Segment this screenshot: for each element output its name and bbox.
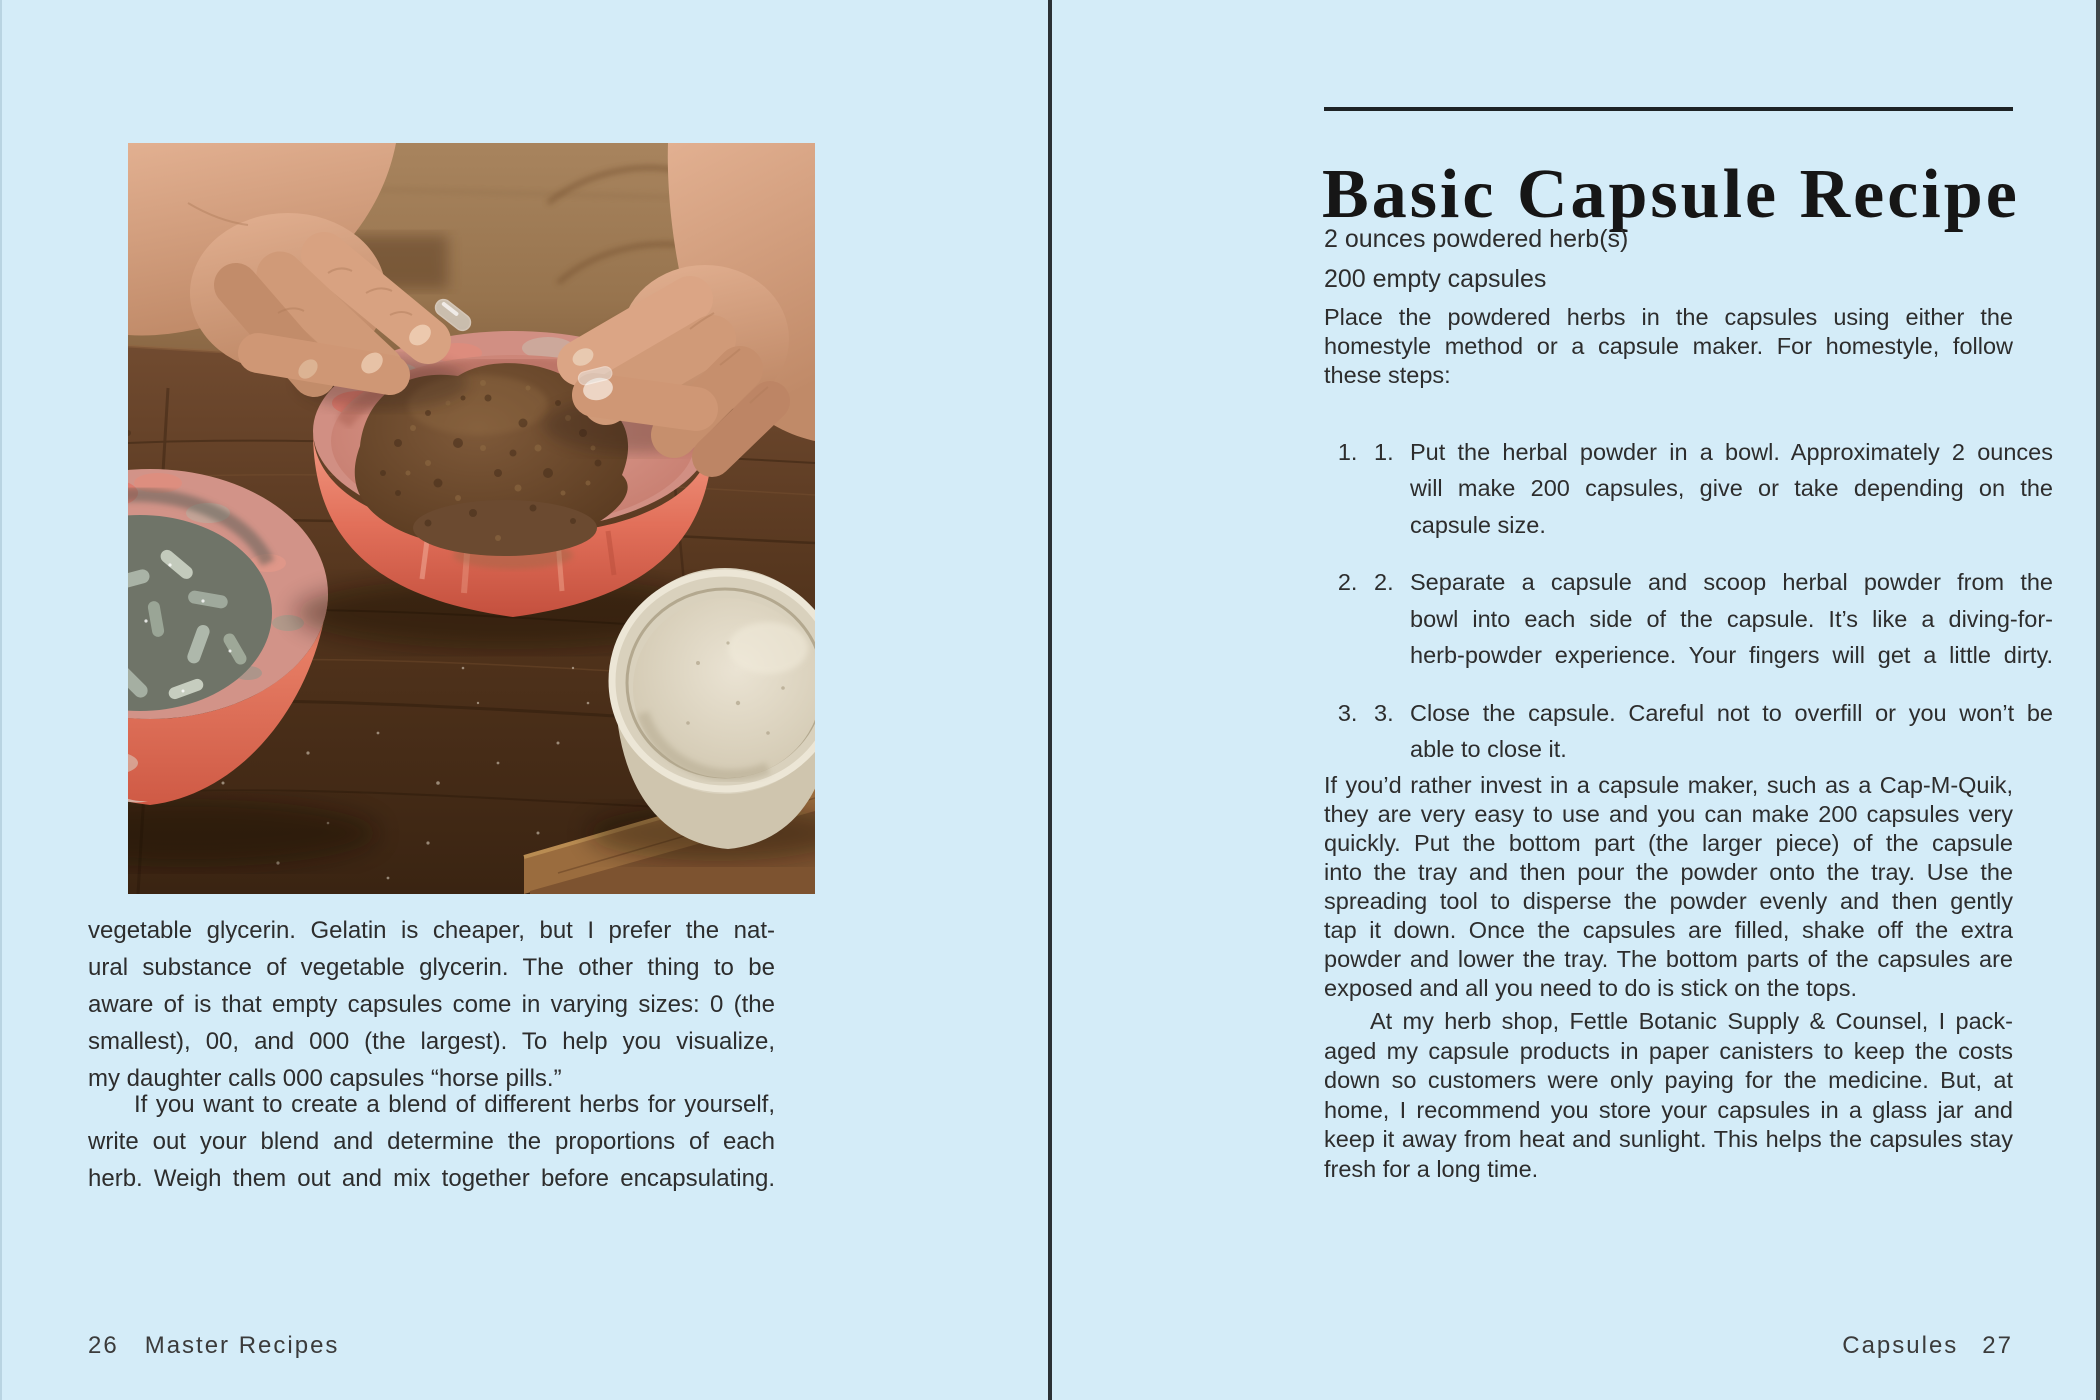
text-line: able to close it. [1410,736,1567,762]
text-line: vegetable glycerin. Gelatin is cheaper, but I prefer the nat- [88,917,775,944]
step-number: 3. 3. [1374,699,1394,726]
text-line: tap it down. Once the capsules are filled, shake off the extra [1324,917,2013,943]
text-line: quickly. Put the bottom part (the larger piece) of the capsule [1324,830,2013,856]
ingredient-line: 200 empty capsules [1324,265,1547,293]
text-line: fresh for a long time. [1324,1155,1539,1182]
text-line: Separate a capsule and scoop herbal powder from the [1410,569,2053,595]
ingredient-list [1324,219,2013,299]
text-line: If you’d rather invest in a capsule maker, such as a Cap-M-Quik, [1324,772,2013,798]
step-number: 2. 2. [1374,569,1394,595]
capsule-photo-illustration [128,143,815,894]
page-left-edge [0,0,2,1400]
text-line: ural substance of vegetable glycerin. The other thing to be [88,954,775,981]
page-number-right: 27 [1982,1332,2013,1359]
page-gutter-divider [1048,0,1052,1400]
ingredient-line: 2 ounces powdered herb(s) [1324,225,1629,253]
text-line: into the tray and then pour the powder onto the tray. Use the [1324,859,2013,885]
right-paragraph-2 [1324,771,2013,1003]
step-text [1410,564,2053,674]
text-line: At my herb shop, Fettle Botanic Supply & Counsel, I pack- [1370,1008,2013,1034]
text-line: bowl into each side of the capsule. It’s like a diving-for- [1410,605,2053,632]
right-paragraph-3 [1324,1007,2013,1184]
text-line: down so customers were only paying for the medicine. But, at [1324,1067,2013,1093]
text-line: If you want to create a blend of different herbs for yourself, [134,1091,775,1118]
step-item-1 [1364,434,2053,544]
step-item-2 [1364,564,2053,674]
text-line: herb. Weigh them out and mix together before encapsulating. [88,1165,775,1192]
text-line: they are very easy to use and you can make 200 capsules very [1324,801,2013,827]
page-number-left: 26 [88,1332,119,1359]
text-line: will make 200 capsules, give or take depending on the [1410,475,2053,501]
page-right-edge [2096,0,2100,1400]
step-number: 1. 1. [1374,438,1394,465]
text-line: aged my capsule products in paper canisters to keep the costs [1324,1037,2013,1064]
text-line: spreading tool to disperse the powder evenly and then gently [1324,888,2013,914]
text-line: Put the herbal powder in a bowl. Approximately 2 ounces [1410,438,2053,465]
text-line: my daughter calls 000 capsules “horse pills.” [88,1065,562,1092]
step-item-3 [1364,695,2053,768]
left-page-footer [88,1332,339,1360]
text-line: Close the capsule. Careful not to overfill or you won’t be [1410,699,2053,726]
text-line: powder and lower the tray. The bottom parts of the capsules are [1324,946,2013,972]
left-paragraph-2 [88,1086,775,1197]
text-line: exposed and all you need to do is stick on the tops. [1324,975,1858,1001]
text-line: Place the powdered herbs in the capsules using either the [1324,304,2013,330]
step-text [1410,434,2053,544]
intro-paragraph [1324,303,2013,390]
instruction-steps [1324,434,2053,768]
heading-rule [1324,107,2013,111]
text-line: capsule size. [1410,511,1546,538]
step-text [1410,695,2053,768]
section-label-left: Master Recipes [144,1332,340,1359]
text-line: smallest), 00, and 000 (the largest). To help you visualize, [88,1028,775,1055]
capsule-photo [128,143,815,894]
text-line: write out your blend and determine the proportions of each [88,1128,775,1155]
recipe-title: Basic Capsule Recipe [1322,155,2020,233]
left-paragraph-1 [88,912,775,1097]
section-label-right: Capsules [1842,1332,1959,1359]
text-line: these steps: [1324,362,1451,388]
text-line: keep it away from heat and sunlight. This helps the capsules stay [1324,1126,2013,1152]
text-line: home, I recommend you store your capsules in a glass jar and [1324,1096,2013,1123]
text-line: herb-powder experience. Your fingers will get a little dirty. [1410,642,2053,668]
text-line: aware of is that empty capsules come in varying sizes: 0 (the [88,991,775,1018]
right-page-footer [1324,1332,2013,1360]
text-line: homestyle method or a capsule maker. For homestyle, follow [1324,333,2013,359]
